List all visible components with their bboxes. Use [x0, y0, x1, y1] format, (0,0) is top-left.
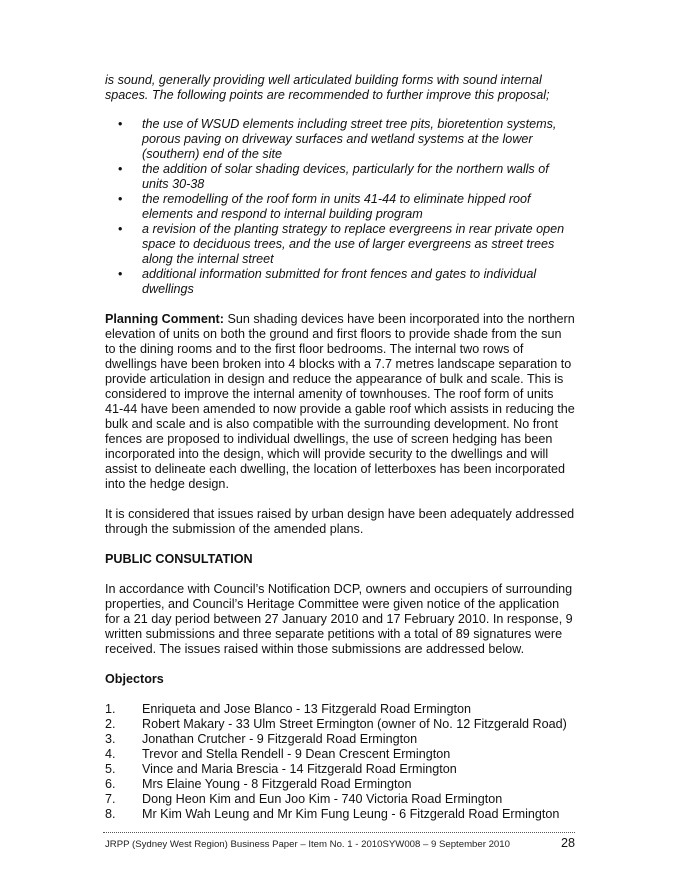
list-item: • the remodelling of the roof form in units 41-44 to eliminate hipped roof elements and respond to internal building program — [118, 192, 531, 221]
bullet-icon: • — [118, 267, 123, 281]
objectors-heading: Objectors — [105, 672, 164, 686]
bullet-icon: • — [118, 222, 123, 236]
list-item: • the addition of solar shading devices, particularly for the northern walls of units 30-38 — [118, 162, 549, 191]
recommendations-list — [105, 117, 575, 297]
list-item: • a revision of the planting strategy to replace evergreens in rear private open space to deciduous trees, and the use of larger evergreens as street trees along the internal street — [118, 222, 565, 266]
list-item: 6. Mrs Elaine Young - 8 Fitzgerald Road Ermington — [105, 777, 412, 791]
public-consultation-heading: PUBLIC CONSULTATION — [105, 552, 253, 566]
list-item: 4. Trevor and Stella Rendell - 9 Dean Crescent Ermington — [105, 747, 451, 761]
urban-design-conclusion: It is considered that issues raised by urban design have been adequately addressed through the submission of the amended plans. — [105, 507, 575, 536]
planning-comment-text: Sun shading devices have been incorporated into the northern elevation of units on both the ground and first floors to provide shade from the sun to the dining rooms and to the first floor bedrooms. The internal two rows of dwellings have been broken into 4 blocks with a 7.7 metres landscape separation to provide articulation in design and reduce the appearance of bulk and scale. This is considered to improve the internal amenity of townhouses. The roof form of units 41-44 have been amended to now provide a gable roof which assists in reducing the bulk and scale and is also compatible with the surrounding development. No front fences are proposed to individual dwellings, the use of screen hedging has been incorporated into the design, which will provide security to the dwellings and will assist to delineate each dwelling, the location of letterboxes has been incorporated into the hedge design. — [105, 312, 575, 491]
document-page — [105, 73, 575, 822]
list-item: 1. Enriqueta and Jose Blanco - 13 Fitzgerald Road Ermington — [105, 702, 472, 716]
list-item: • additional information submitted for front fences and gates to individual dwellings — [118, 267, 537, 296]
public-consultation-paragraph: In accordance with Council’s Notification DCP, owners and occupiers of surrounding properties, and Council’s Heritage Committee were given notice of the application for a 21 day period between 27 January 2010 and 17 February 2010. In response, 9 written submissions and three separate petitions with a total of 89 signatures were received. The issues raised within those submissions are addressed below. — [105, 582, 573, 656]
list-item: • the use of WSUD elements including street tree pits, bioretention systems, porous paving on driveway surfaces and wetland systems at the lower (southern) end of the site — [118, 117, 557, 161]
list-item: 2. Robert Makary - 33 Ulm Street Ermington (owner of No. 12 Fitzgerald Road) — [105, 717, 567, 731]
objectors-list — [105, 702, 575, 822]
list-item: 5. Vince and Maria Brescia - 14 Fitzgerald Road Ermington — [105, 762, 457, 776]
page-number: 28 — [560, 836, 575, 850]
bullet-icon: • — [118, 192, 123, 206]
planning-comment-paragraph — [105, 312, 575, 492]
list-item: 3. Jonathan Crutcher - 9 Fitzgerald Road Ermington — [105, 732, 418, 746]
list-item: 7. Dong Heon Kim and Eun Joo Kim - 740 Victoria Road Ermington — [105, 792, 503, 806]
footer-divider — [103, 832, 575, 833]
planning-comment-label: Planning Comment: — [105, 312, 224, 326]
intro-paragraph: is sound, generally providing well articulated building forms with sound internal spaces. The following points are recommended to further improve this proposal; — [105, 73, 550, 102]
bullet-icon: • — [118, 117, 123, 131]
footer-text: JRPP (Sydney West Region) Business Paper – Item No. 1 - 2010SYW008 – 9 September 2010 — [105, 839, 510, 850]
list-item: 8. Mr Kim Wah Leung and Mr Kim Fung Leung - 6 Fitzgerald Road Ermington — [105, 807, 560, 821]
bullet-icon: • — [118, 162, 123, 176]
